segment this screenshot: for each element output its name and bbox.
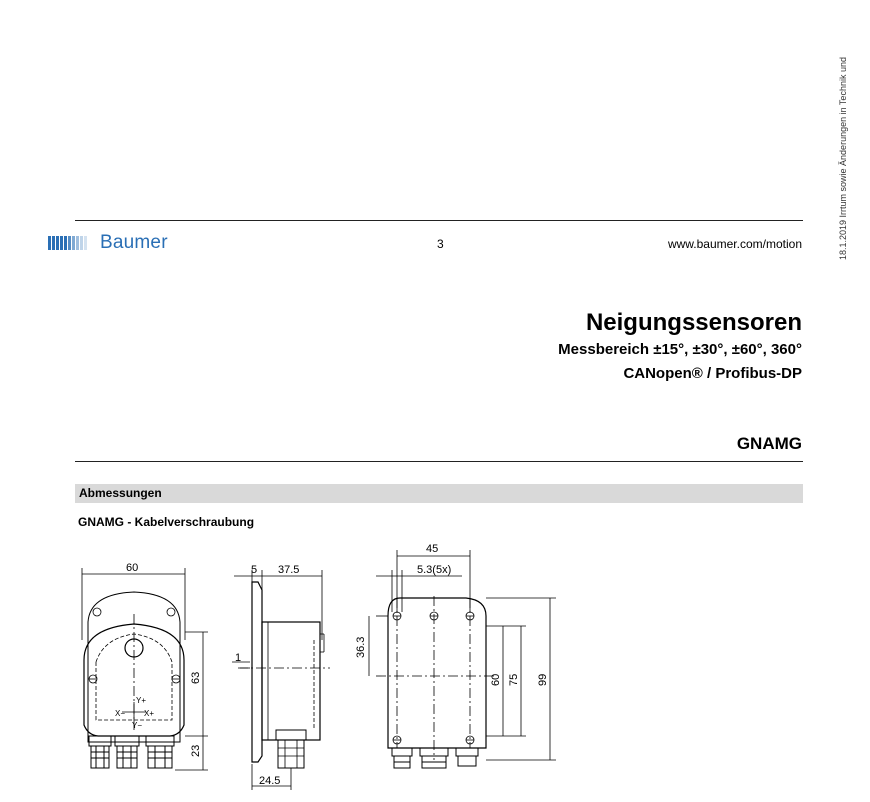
side-note-text: 18.1.2019 Irrtum sowie Änderungen in Technik und bbox=[838, 57, 848, 260]
dim-hole-dia: 5.3(5x) bbox=[417, 564, 452, 576]
product-code: GNAMG bbox=[736, 434, 802, 453]
axis-x-plus: X+ bbox=[144, 709, 155, 718]
dim-flange-step: 1 bbox=[235, 652, 242, 664]
axis-y-minus: Y− bbox=[132, 721, 143, 730]
rear-view bbox=[355, 543, 556, 768]
product-subtitle-interface: CANopen® / Profibus-DP bbox=[623, 365, 802, 382]
product-subtitle-range: Messbereich ±15°, ±30°, ±60°, 360° bbox=[558, 341, 802, 358]
side-view bbox=[232, 564, 330, 790]
dim-depth: 37.5 bbox=[278, 564, 300, 576]
website-link[interactable]: www.baumer.com/motion bbox=[667, 237, 802, 251]
section-heading: Abmessungen bbox=[79, 486, 162, 500]
page-number: 3 bbox=[437, 237, 444, 251]
dim-front-width: 60 bbox=[126, 562, 139, 574]
dim-rear-offset: 36.3 bbox=[355, 636, 367, 658]
dim-rear-75: 75 bbox=[508, 673, 520, 686]
product-title: Neigungssensoren bbox=[585, 309, 802, 336]
front-view bbox=[82, 562, 208, 770]
dim-hole-spacing: 45 bbox=[426, 543, 439, 555]
drawing-title: GNAMG - Kabelverschraubung bbox=[78, 515, 255, 529]
dim-rear-99: 99 bbox=[537, 673, 549, 686]
dim-gland-height: 23 bbox=[190, 744, 202, 757]
axis-x-minus: X− bbox=[115, 709, 126, 718]
dim-flange: 5 bbox=[251, 564, 258, 576]
axis-y-plus: Y+ bbox=[136, 696, 147, 705]
dim-gland-offset: 24.5 bbox=[259, 775, 281, 787]
dim-front-height: 63 bbox=[190, 671, 202, 684]
brand-name: Baumer bbox=[100, 232, 168, 253]
dim-rear-60: 60 bbox=[490, 673, 502, 686]
